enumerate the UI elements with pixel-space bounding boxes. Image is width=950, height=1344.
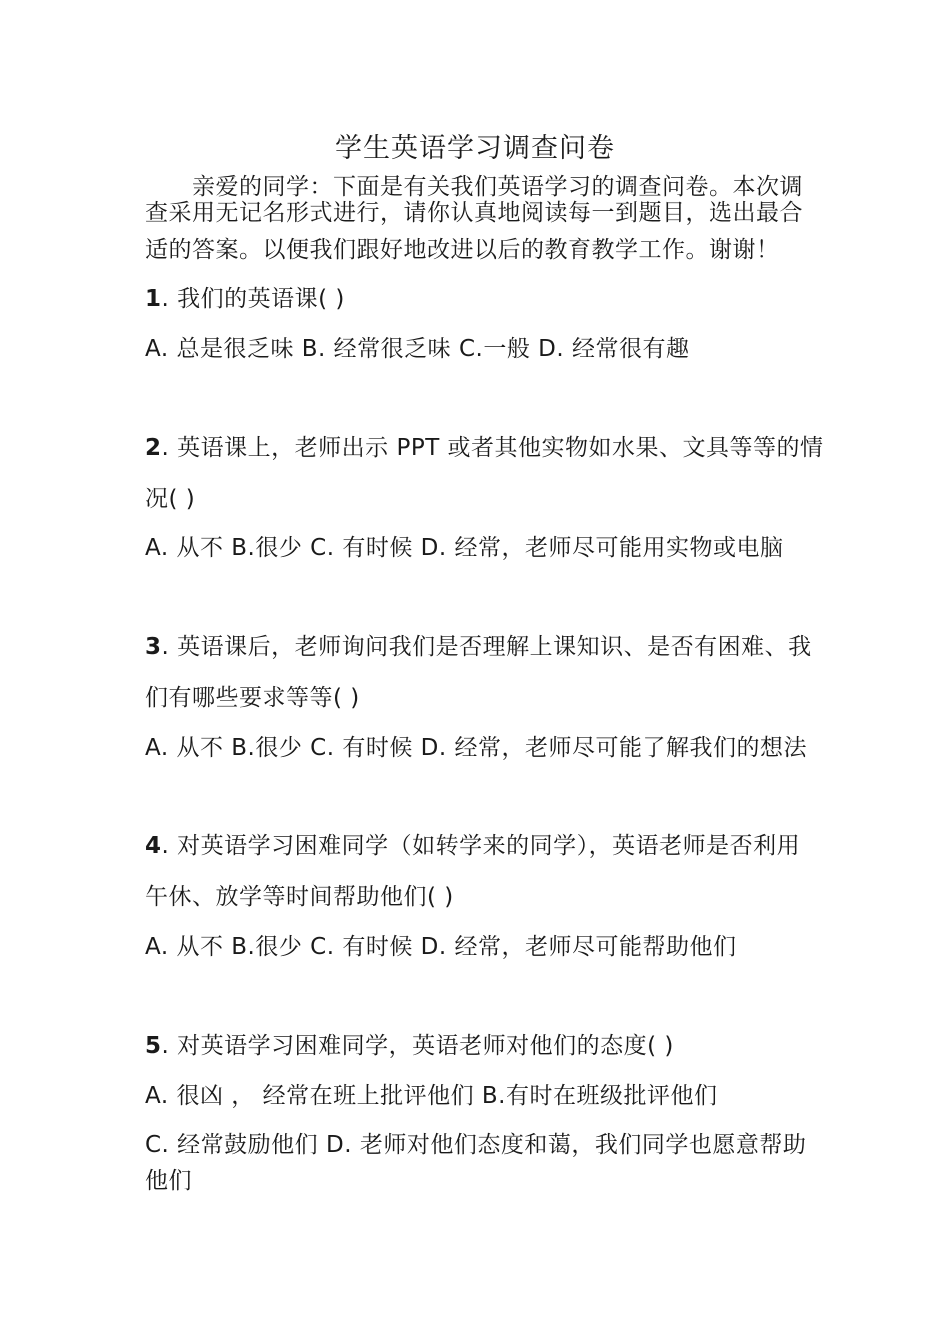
question-number: 1 (145, 286, 162, 312)
question-2-stem-continued: 况( ) (145, 486, 196, 512)
question-number: 2 (145, 435, 162, 461)
question-number: 4 (145, 833, 162, 859)
question-5-stem (145, 1031, 674, 1061)
question-number: 5 (145, 1033, 162, 1059)
question-text: . 英语课上，老师出示 PPT 或者其他实物如水果、文具等等的情 (161, 435, 824, 461)
intro-line-3: 适的答案。以便我们跟好地改进以后的教育教学工作。谢谢！ (145, 237, 780, 263)
intro-line-1: 亲爱的同学：下面是有关我们英语学习的调查问卷。本次调 (192, 174, 803, 200)
question-3-stem-continued: 们有哪些要求等等( ) (145, 685, 360, 711)
question-5-options-line-1: A. 很凶 ， 经常在班上批评他们 B.有时在班级批评他们 (145, 1083, 718, 1109)
question-2-options: A. 从不 B.很少 C. 有时候 D. 经常，老师尽可能用实物或电脑 (145, 535, 784, 561)
question-1-options: A. 总是很乏味 B. 经常很乏味 C.一般 D. 经常很有趣 (145, 336, 690, 362)
question-3-options: A. 从不 B.很少 C. 有时候 D. 经常，老师尽可能了解我们的想法 (145, 735, 807, 761)
question-text: . 英语课后，老师询问我们是否理解上课知识、是否有困难、我 (161, 634, 812, 660)
intro-line-2: 查采用无记名形式进行，请你认真地阅读每一到题目，选出最合 (145, 200, 803, 226)
question-4-options: A. 从不 B.很少 C. 有时候 D. 经常，老师尽可能帮助他们 (145, 934, 737, 960)
question-4-stem (145, 831, 800, 861)
question-text: . 对英语学习困难同学，英语老师对他们的态度( ) (161, 1033, 674, 1059)
document-title: 学生英语学习调查问卷 (335, 133, 615, 164)
question-1-stem (145, 284, 345, 314)
question-text: . 我们的英语课( ) (161, 286, 345, 312)
question-number: 3 (145, 634, 162, 660)
question-5-options-line-2: C. 经常鼓励他们 D. 老师对他们态度和蔼，我们同学也愿意帮助 (145, 1132, 807, 1158)
question-text: . 对英语学习困难同学（如转学来的同学），英语老师是否利用 (161, 833, 801, 859)
question-2-stem (145, 433, 824, 463)
question-5-options-line-3: 他们 (145, 1168, 192, 1194)
question-3-stem (145, 632, 812, 662)
question-4-stem-continued: 午休、放学等时间帮助他们( ) (145, 884, 454, 910)
